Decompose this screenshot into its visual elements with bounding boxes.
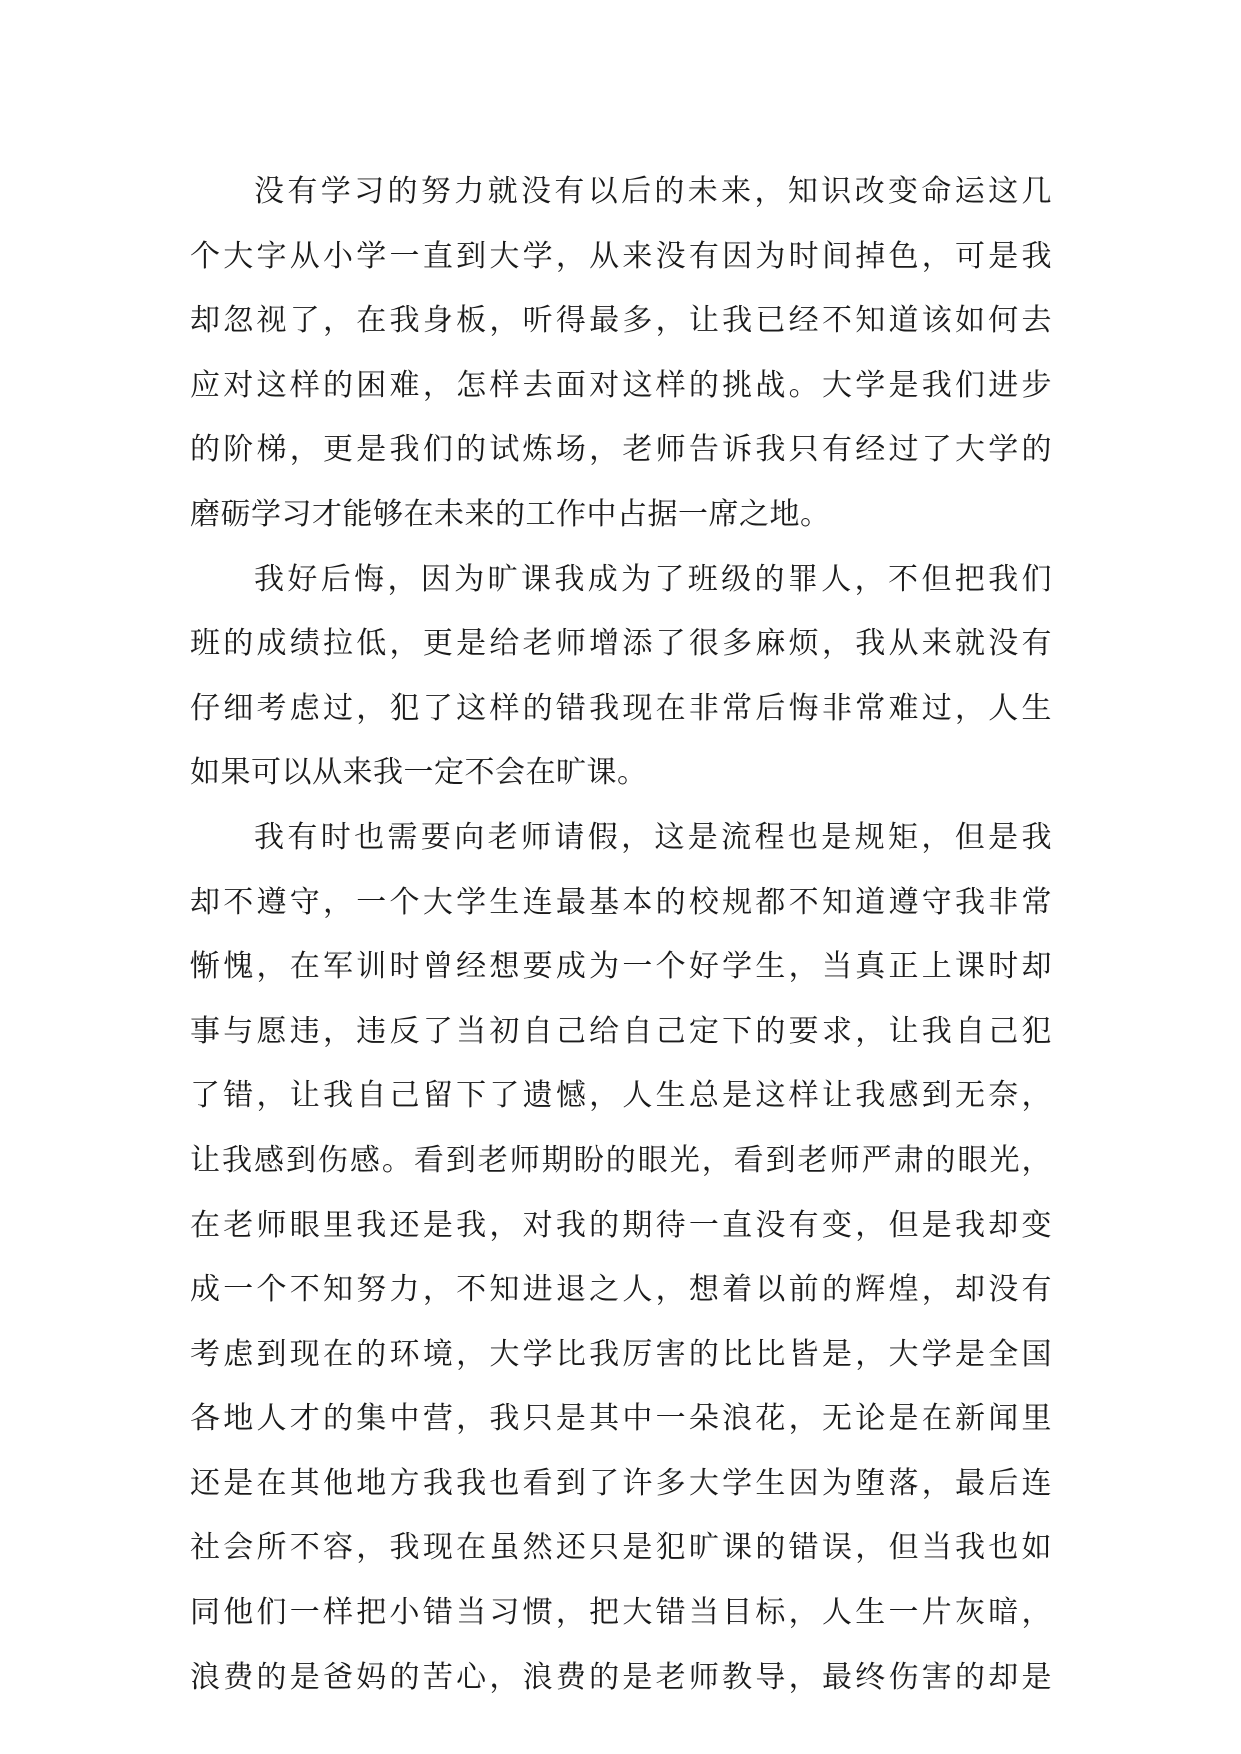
- text-line: 却不遵守，一个大学生连最基本的校规都不知道遵守我非常: [190, 884, 1052, 920]
- paragraph-3: [190, 806, 1052, 1710]
- text-line: 考虑到现在的环境，大学比我厉害的比比皆是，大学是全国: [190, 1336, 1052, 1372]
- paragraph-2: [190, 548, 1052, 806]
- paragraph-1: [190, 160, 1052, 548]
- text-line: 社会所不容，我现在虽然还只是犯旷课的错误，但当我也如: [190, 1530, 1052, 1566]
- text-line: 让我感到伤感。看到老师期盼的眼光，看到老师严肃的眼光，: [190, 1142, 1052, 1178]
- text-line: 磨砺学习才能够在未来的工作中占据一席之地。: [190, 496, 831, 532]
- text-line: 同他们一样把小错当习惯，把大错当目标，人生一片灰暗，: [190, 1595, 1052, 1631]
- text-line: 班的成绩拉低，更是给老师增添了很多麻烦，我从来就没有: [190, 626, 1052, 662]
- text-line: 个大字从小学一直到大学，从来没有因为时间掉色，可是我: [190, 238, 1052, 274]
- text-line: 各地人才的集中营，我只是其中一朵浪花，无论是在新闻里: [190, 1401, 1052, 1437]
- text-line: 还是在其他地方我我也看到了许多大学生因为堕落，最后连: [190, 1465, 1052, 1501]
- text-line: 如果可以从来我一定不会在旷课。: [190, 755, 648, 791]
- text-line: 应对这样的困难，怎样去面对这样的挑战。大学是我们进步: [190, 367, 1052, 403]
- text-line: 事与愿违，违反了当初自己给自己定下的要求，让我自己犯: [190, 1013, 1052, 1049]
- text-line: 我好后悔，因为旷课我成为了班级的罪人，不但把我们: [254, 561, 1052, 597]
- text-line: 成一个不知努力，不知进退之人，想着以前的辉煌，却没有: [190, 1272, 1052, 1308]
- text-line: 却忽视了，在我身板，听得最多，让我已经不知道该如何去: [190, 303, 1052, 339]
- document-body: [190, 160, 1052, 1710]
- text-line: 仔细考虑过，犯了这样的错我现在非常后悔非常难过，人生: [190, 690, 1052, 726]
- text-line: 浪费的是爸妈的苦心，浪费的是老师教导，最终伤害的却是: [190, 1659, 1052, 1695]
- text-line: 惭愧，在军训时曾经想要成为一个好学生，当真正上课时却: [190, 949, 1052, 985]
- text-line: 在老师眼里我还是我，对我的期待一直没有变，但是我却变: [190, 1207, 1052, 1243]
- text-line: 了错，让我自己留下了遗憾，人生总是这样让我感到无奈，: [190, 1078, 1052, 1114]
- text-line: 的阶梯，更是我们的试炼场，老师告诉我只有经过了大学的: [190, 432, 1052, 468]
- text-line: 没有学习的努力就没有以后的未来，知识改变命运这几: [254, 174, 1052, 209]
- text-line: 我有时也需要向老师请假，这是流程也是规矩，但是我: [254, 819, 1052, 855]
